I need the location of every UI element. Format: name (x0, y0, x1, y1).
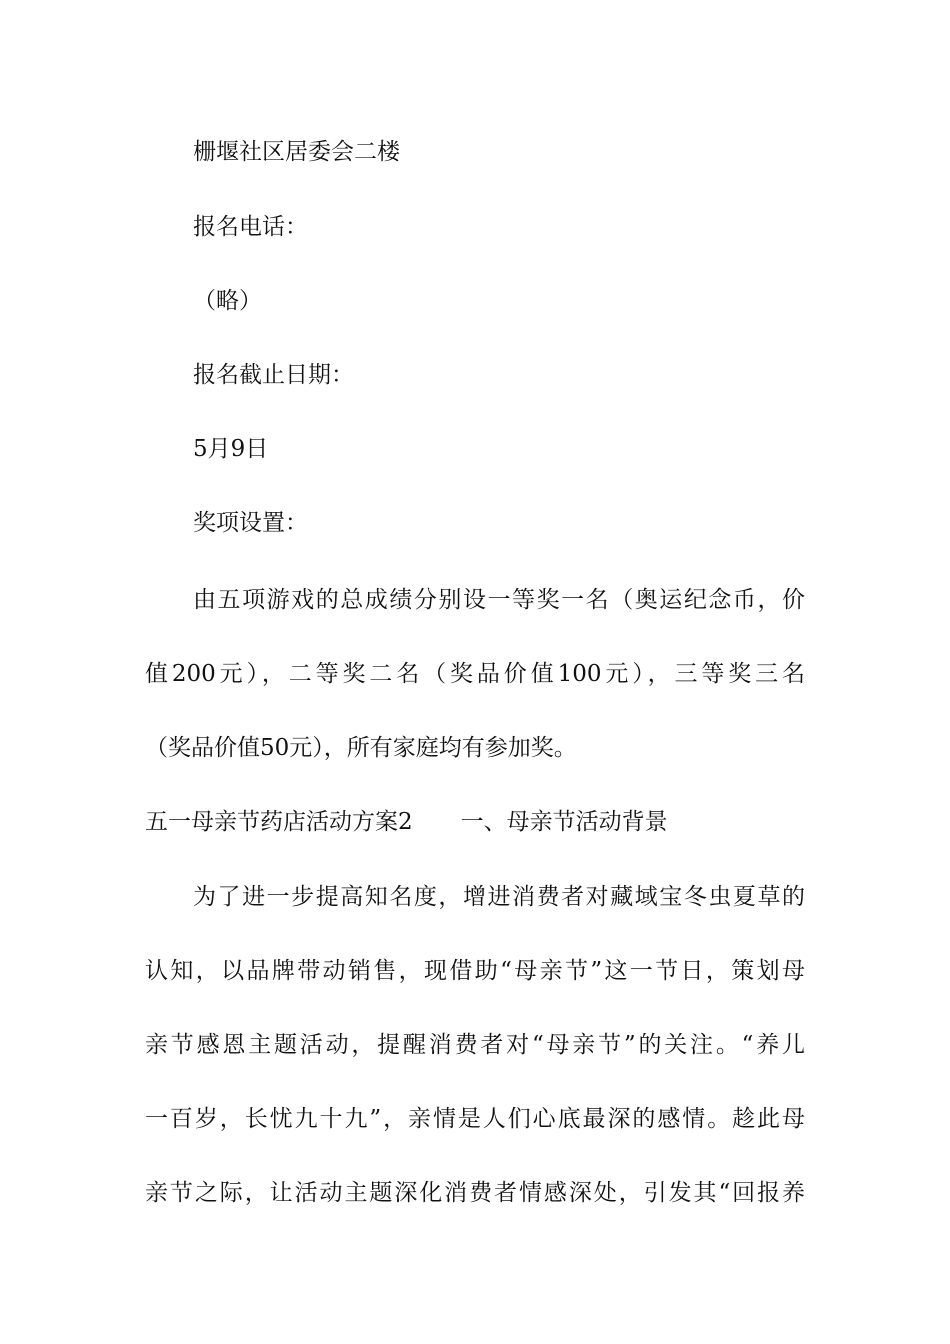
section-title: 一、母亲节活动背景 (460, 809, 668, 835)
background-paragraph-line-5: 亲节之际，让活动主题深化消费者情感深处，引发其“回报养 (145, 1180, 805, 1206)
background-paragraph-line-4: 一百岁，长忧九十九”，亲情是人们心底最深的感情。趁此母 (145, 1106, 805, 1132)
venue-line: 栅堰社区居委会二楼 (193, 139, 400, 165)
background-paragraph-line-2: 认知，以品牌带动销售，现借助“母亲节”这一节日，策划母 (145, 958, 805, 984)
deadline-value: 5月9日 (193, 436, 269, 462)
section-heading (145, 805, 805, 839)
signup-phone-label: 报名电话： (193, 214, 308, 240)
plan-title: 五一母亲节药店活动方案2 (145, 809, 413, 835)
awards-text-line-2: 值200元），二等奖二名（奖品价值100元），三等奖三名 (145, 661, 805, 687)
signup-phone-value: （略） (193, 288, 262, 314)
background-paragraph-line-1: 为了进一步提高知名度，增进消费者对藏域宝冬虫夏草的 (193, 884, 805, 910)
awards-text-line-1: 由五项游戏的总成绩分别设一等奖一名（奥运纪念币，价 (193, 587, 805, 613)
awards-text-line-3: （奖品价值50元），所有家庭均有参加奖。 (145, 735, 577, 761)
awards-label: 奖项设置： (193, 510, 308, 536)
deadline-label: 报名截止日期： (193, 362, 354, 388)
background-paragraph-line-3: 亲节感恩主题活动，提醒消费者对“母亲节”的关注。“养儿 (145, 1032, 805, 1058)
